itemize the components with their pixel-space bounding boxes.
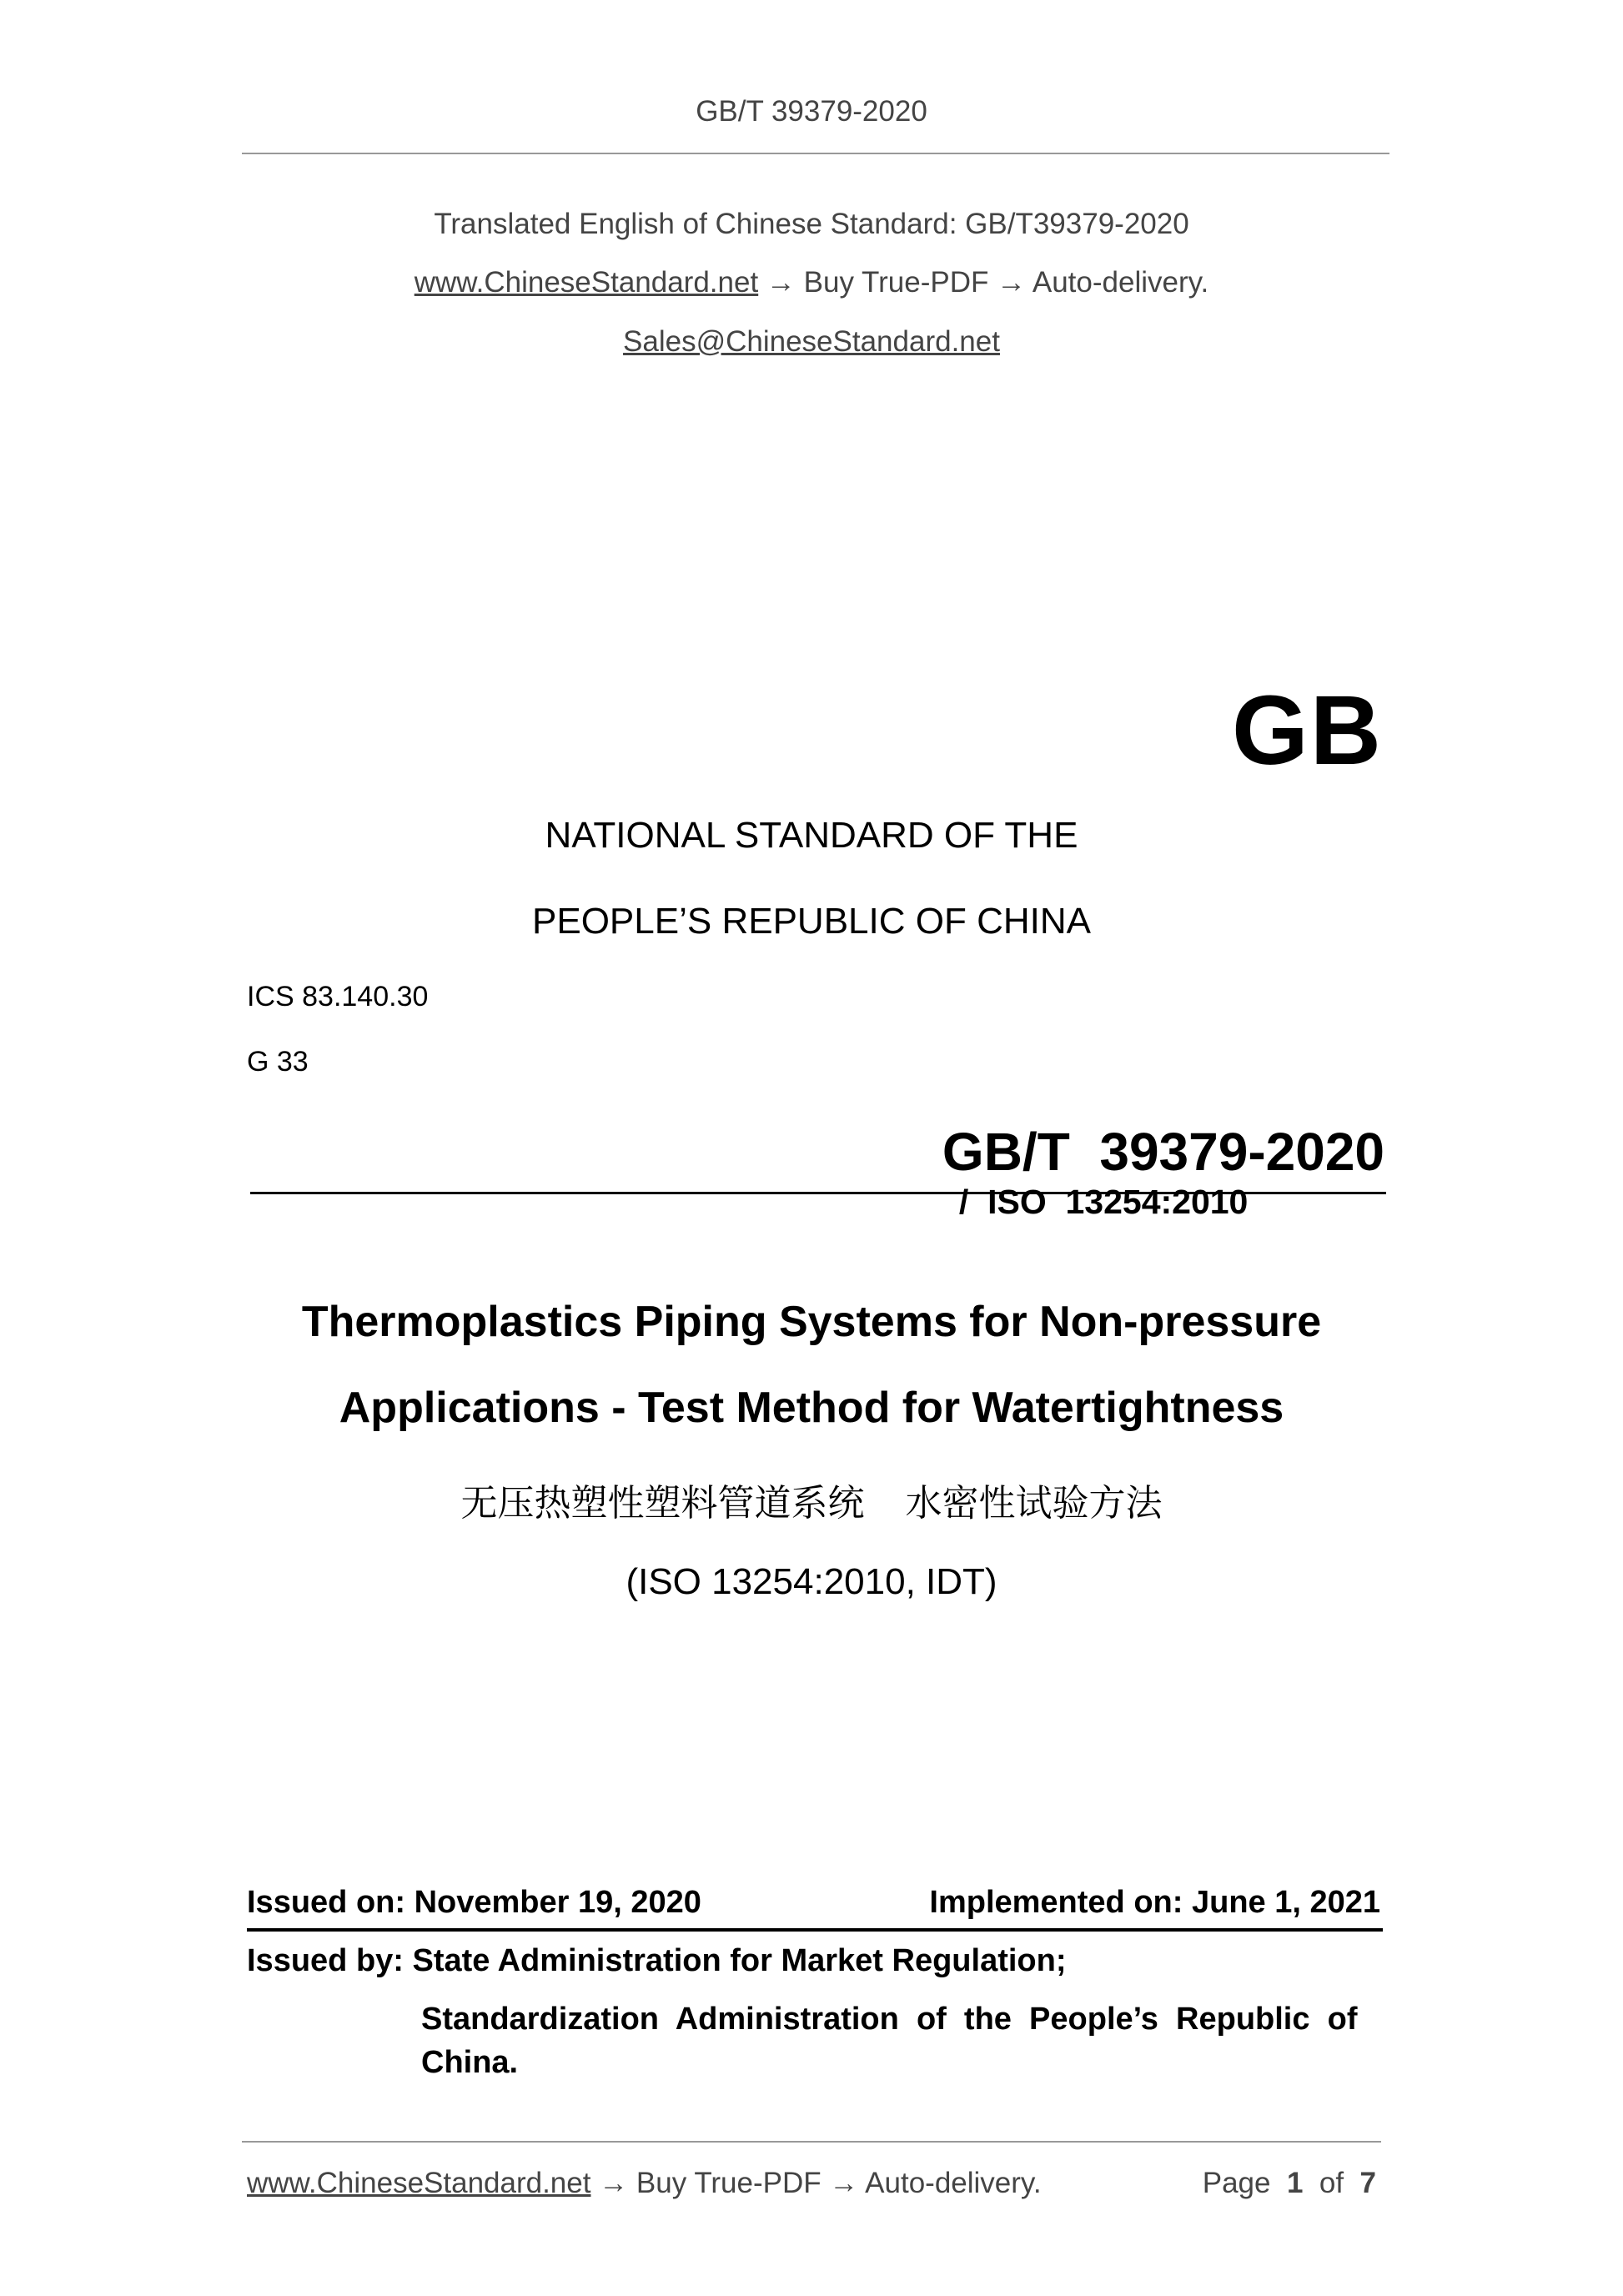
title-divider <box>250 1192 1386 1194</box>
email-line <box>0 325 1623 359</box>
header-divider <box>242 153 1389 154</box>
title-line1: Thermoplastics Piping Systems for Non-pressure <box>301 1298 1322 1346</box>
footer-buy-text: → Buy True-PDF → Auto-delivery. <box>590 2167 1042 2199</box>
page-number: 1 <box>1286 2167 1304 2199</box>
footer-divider <box>242 2141 1381 2143</box>
iso-equivalence: (ISO 13254:2010, IDT) <box>626 1561 997 1602</box>
issued-by-second-authority-cont: China. <box>421 2045 519 2080</box>
buy-line <box>0 266 1623 299</box>
national-standard-line2: PEOPLE’S REPUBLIC OF CHINA <box>532 901 1091 942</box>
issued-by: Issued by: State Administration for Market Regulation; <box>247 1943 1067 1978</box>
chinese-title: 无压热塑性塑料管道系统 水密性试验方法 <box>460 1483 1163 1524</box>
national-standard-line1: NATIONAL STANDARD OF THE <box>545 815 1078 856</box>
site-link[interactable]: www.ChineseStandard.net <box>414 266 759 299</box>
sales-email-link[interactable]: Sales@ChineseStandard.net <box>623 325 1000 358</box>
page-label: Page <box>1202 2167 1271 2199</box>
header-doc-code: GB/T 39379-2020 <box>696 95 927 128</box>
iso-reference: / ISO 13254:2010 <box>958 1183 1249 1221</box>
issued-by-second-authority: Standardization Administration of the People’s Republic of <box>421 2002 1358 2037</box>
of-label: of <box>1319 2167 1344 2199</box>
title-line2: Applications - Test Method for Watertightness <box>339 1384 1284 1432</box>
ics-code: ICS 83.140.30 <box>247 981 429 1012</box>
issue-divider <box>247 1928 1383 1932</box>
standard-number-line <box>935 1106 1384 1222</box>
ccs-code: G 33 <box>247 1046 309 1078</box>
implemented-on: Implemented on: June 1, 2021 <box>929 1885 1380 1920</box>
standard-number: GB/T 39379-2020 <box>942 1122 1384 1182</box>
footer-buy-line <box>247 2167 1042 2200</box>
page-indicator <box>1203 2167 1376 2200</box>
issued-on: Issued on: November 19, 2020 <box>247 1885 701 1920</box>
translated-line: Translated English of Chinese Standard: GB/T39379-2020 <box>434 208 1189 240</box>
gb-mark: GB <box>1232 676 1383 786</box>
page-total: 7 <box>1359 2167 1376 2199</box>
footer-site-link[interactable]: www.ChineseStandard.net <box>247 2167 591 2199</box>
buy-text: → Buy True-PDF → Auto-delivery. <box>758 266 1209 299</box>
